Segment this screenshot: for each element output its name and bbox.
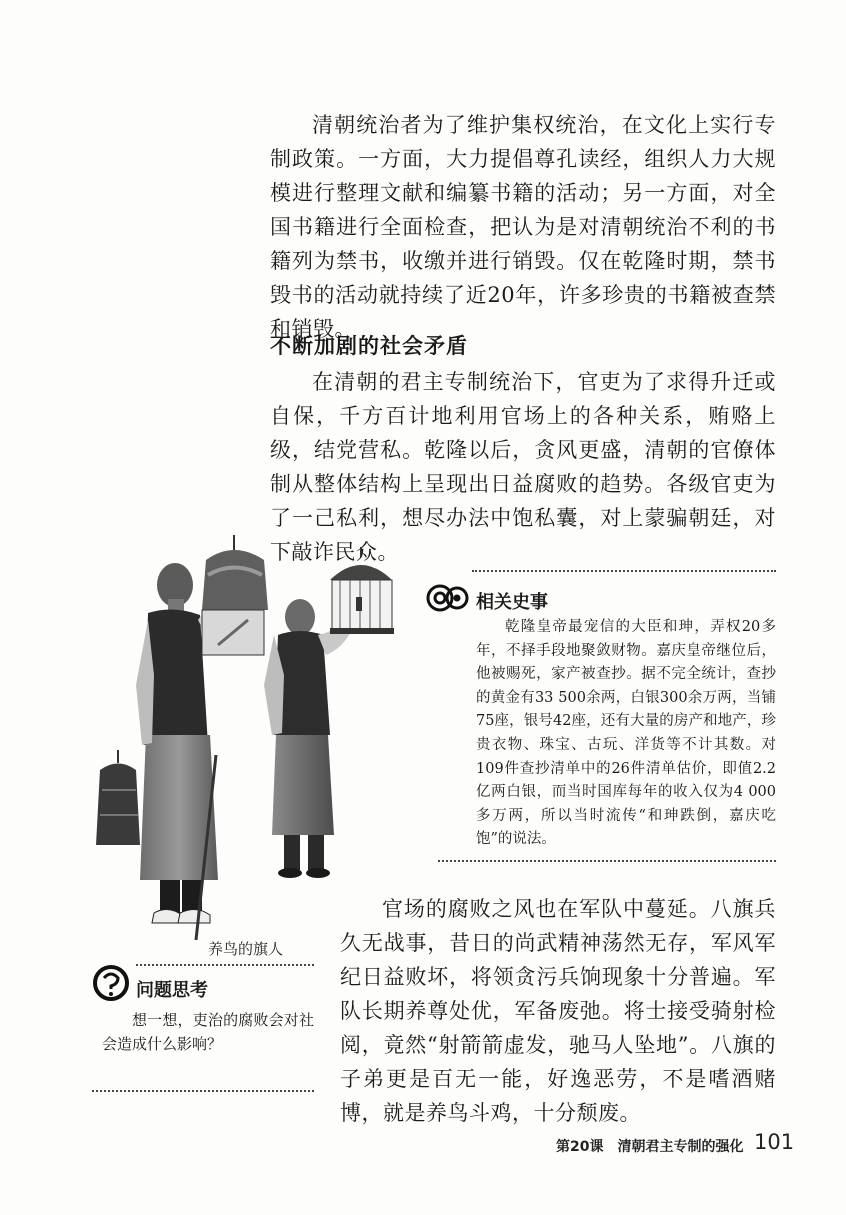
paragraph-cultural-policy: 清朝统治者为了维护集权统治，在文化上实行专制政策。一方面，大力提倡尊孔读经，组织人力大规模进行整理文献和编纂书籍的活动；另一方面，对全国书籍进行全面检查，把认为是对清朝统治不利的书籍列为禁书，收缴并进行销毁。仅在乾隆时期，禁书毁书的活动就持续了近20年，许多珍贵的书籍被查禁和销毁。 [270,113,776,341]
question-top-divider [136,964,314,966]
history-box-text: 乾隆皇帝最宠信的大臣和珅，弄权20多年，不择手段地聚敛财物。嘉庆皇帝继位后，他被赐死，家产被查抄。据不完全统计，查抄的黄金有33 500余两，白银300余万两，当铺75座，银号42座，还有大量的房产和地产，珍贵衣物、珠宝、古玩、洋货等不计其数。对109件查抄清单中的26件清单估价，即值2.2亿两白银，而当时国库每年的收入仅为4 000多万两，所以当时流传“和珅跌倒，嘉庆吃饱”的说法。 [476,619,776,848]
question-bottom-divider [92,1090,314,1092]
covered-cage [202,535,268,655]
section-heading: 不断加剧的社会矛盾 [270,334,468,358]
open-birdcage [330,547,394,634]
history-box-title: 相关史事 [476,592,548,613]
page-number: 101 [754,1130,795,1154]
swirl-icon [426,576,470,616]
ground-cage [96,750,140,845]
footer-lesson-title: 第20课 清朝君主专制的强化 [556,1139,744,1155]
related-history-box [426,568,776,866]
question-box [92,962,314,1098]
right-man-figure [264,599,356,878]
top-dotted-divider [472,570,776,572]
question-icon [92,964,130,1002]
bird-keepers-photo [78,535,418,940]
question-box-text: 想一想，吏治的腐败会对社会造成什么影响？ [102,1011,314,1053]
paragraph-official-corruption: 在清朝的君主专制统治下，官吏为了求得升迁或自保，千方百计地利用官场上的各种关系，贿赂上级，结党营私。乾隆以后，贪风更盛，清朝的官僚体制从整体结构上呈现出日益腐败的趋势。各级官吏为了一己私利，想尽办法中饱私囊，对上蒙骗朝廷，对下敲诈民众。 [270,370,776,564]
photo-caption: 养鸟的旗人 [208,940,284,958]
question-box-title: 问题思考 [136,980,208,1001]
bottom-dotted-divider [438,860,776,862]
paragraph-army-corruption: 官场的腐败之风也在军队中蔓延。八旗兵久无战事，昔日的尚武精神荡然无存，军风军纪日益败坏，将领贪污兵饷现象十分普遍。军队长期养尊处优，军备废弛。将士接受骑射检阅，竟然“射箭箭虚发，驰马人坠地”。八旗的子弟更是百无一能，好逸恶劳，不是嗜酒赌博，就是养鸟斗鸡，十分颓废。 [340,897,776,1125]
